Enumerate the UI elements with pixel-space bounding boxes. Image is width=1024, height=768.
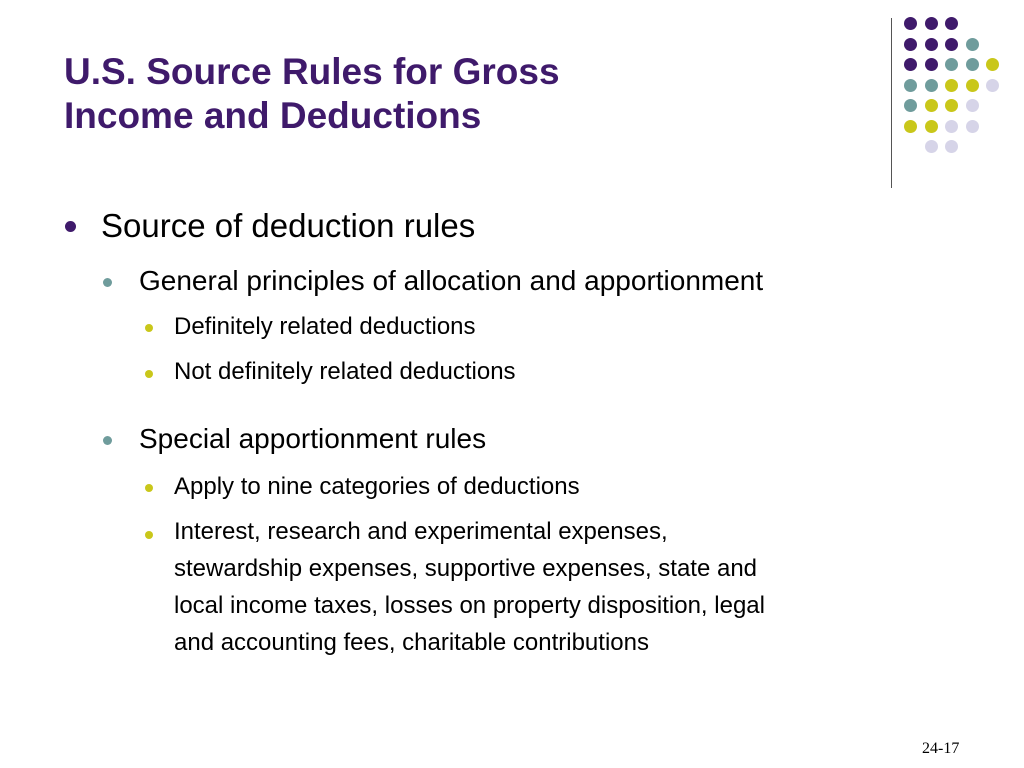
slide-title-line-2: Income and Deductions xyxy=(64,95,482,136)
bullet-level-3-deduction-categories-line-1: Interest, research and experimental expenses, xyxy=(174,518,668,545)
bullet-dot-level-2 xyxy=(103,278,112,287)
bullet-dot-level-3 xyxy=(145,324,153,332)
bullet-level-3-definitely-related: Definitely related deductions xyxy=(174,313,476,340)
bullet-level-3-deduction-categories-line-4: and accounting fees, charitable contributions xyxy=(174,629,649,656)
bullet-level-3-nine-categories: Apply to nine categories of deductions xyxy=(174,473,580,500)
bullet-level-2-general-principles: General principles of allocation and apportionment xyxy=(139,265,764,296)
bullet-dot-level-3 xyxy=(145,531,153,539)
bullet-level-1: Source of deduction rules xyxy=(101,207,476,244)
slide-number: 24-17 xyxy=(922,740,960,757)
bullet-dot-level-3 xyxy=(145,370,153,378)
bullet-level-3-deduction-categories-line-2: stewardship expenses, supportive expenses, state and xyxy=(174,555,758,582)
bullet-level-3-not-definitely-related: Not definitely related deductions xyxy=(174,358,516,385)
slide-title-line-1: U.S. Source Rules for Gross xyxy=(64,51,560,92)
bullet-dot-level-3 xyxy=(145,484,153,492)
bullet-dot-level-2 xyxy=(103,436,112,445)
bullet-level-2-special-apportionment: Special apportionment rules xyxy=(139,423,487,454)
bullet-level-3-deduction-categories-line-3: local income taxes, losses on property disposition, legal xyxy=(174,592,765,619)
bullet-dot-level-1 xyxy=(65,221,76,232)
